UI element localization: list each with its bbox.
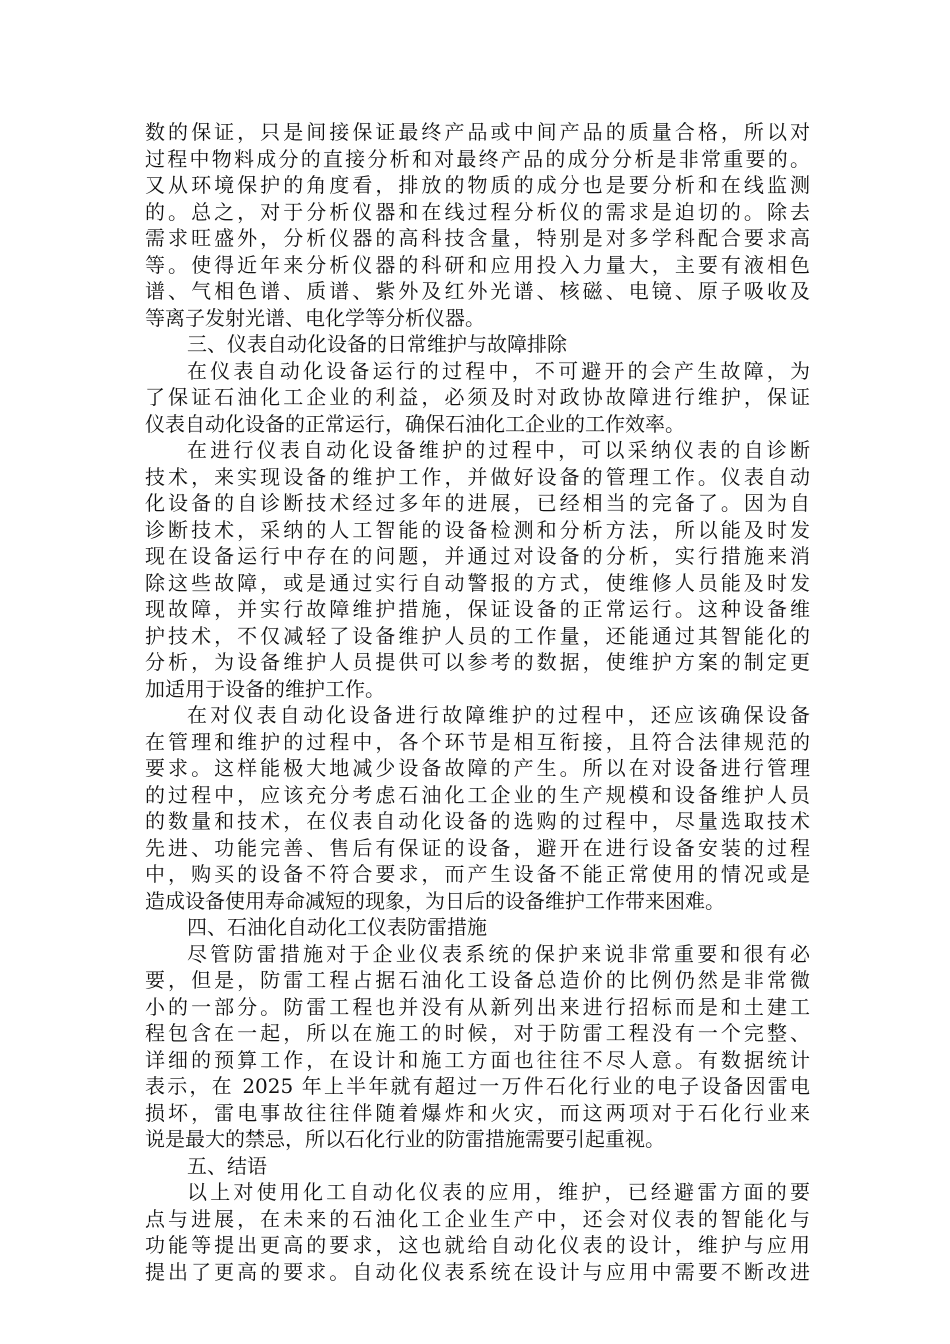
text-line: 程包含在一起，所以在施工的时候，对于防雷工程没有一个完整、 [145, 1021, 810, 1045]
section-heading-5: 五、结语 [187, 1153, 267, 1178]
section-heading-3: 三、仪表自动化设备的日常维护与故障排除 [187, 332, 567, 356]
section-heading-4: 四、石油化自动化工仪表防雷措施 [187, 915, 487, 939]
text-line: 损坏，雷电事故往往伴随着爆炸和火灾，而这两项对于石化行业来 [145, 1100, 810, 1125]
paragraph-3-2 [145, 437, 810, 702]
text-line: 在仪表自动化设备运行的过程中，不可避开的会产生故障，为 [187, 358, 810, 383]
text-line: 造成设备使用寿命减短的现象，为日后的设备维护工作带来困难。 [145, 888, 725, 913]
text-line: 护技术，不仅减轻了设备维护人员的工作量，还能通过其智能化的 [145, 623, 810, 648]
text-line: 了保证石油化工企业的利益，必须及时对政协故障进行维护，保证 [145, 385, 810, 409]
text-line: 表示，在 2025 年上半年就有超过一万件石化行业的电子设备因雷电 [145, 1074, 810, 1098]
text-line: 仪表自动化设备的正常运行，确保石油化工企业的工作效率。 [145, 411, 685, 436]
paragraph-3-3 [145, 702, 810, 914]
text-line: 要，但是，防雷工程占据石油化工设备总造价的比例仍然是非常微 [145, 968, 810, 992]
paragraph-5-1 [145, 1179, 810, 1285]
text-line: 尽管防雷措施对于企业仪表系统的保护来说非常重要和很有必 [187, 941, 810, 966]
text-line: 的数量和技术，在仪表自动化设备的选购的过程中，尽量选取技术 [145, 809, 810, 833]
text-line: 中，购买的设备不符合要求，而产生设备不能正常使用的情况或是 [145, 862, 810, 886]
text-line: 点与进展，在未来的石油化工企业生产中，还会对仪表的智能化与 [145, 1206, 810, 1231]
text-line: 分析，为设备维护人员提供可以参考的数据，使维护方案的制定更 [145, 650, 810, 674]
text-line: 加适用于设备的维护工作。 [145, 676, 385, 701]
text-line: 在对仪表自动化设备进行故障维护的过程中，还应该确保设备 [187, 703, 810, 727]
text-line: 要求。这样能极大地减少设备故障的产生。所以在对设备进行管理 [145, 756, 810, 780]
document-page [145, 119, 810, 1285]
text-line: 以上对使用化工自动化仪表的应用，维护，已经避雷方面的要 [187, 1180, 810, 1204]
text-line: 在进行仪表自动化设备维护的过程中，可以采纳仪表的自诊断 [187, 438, 810, 462]
text-line: 现故障，并实行故障维护措施，保证设备的正常运行。这种设备维 [145, 597, 810, 621]
text-line: 诊断技术，采纳的人工智能的设备检测和分析方法，所以能及时发 [145, 517, 810, 542]
text-line: 技术，来实现设备的维护工作，并做好设备的管理工作。仪表自动 [145, 464, 810, 489]
text-line: 说是最大的禁忌，所以石化行业的防雷措施需要引起重视。 [145, 1127, 665, 1151]
text-line: 先进、功能完善、售后有保证的设备，避开在进行设备安装的过程 [145, 835, 810, 860]
text-line: 功能等提出更高的要求，这也就给自动化仪表的设计，维护与应用 [145, 1233, 810, 1257]
text-line: 提出了更高的要求。自动化仪表系统在设计与应用中需要不断改进 [145, 1259, 810, 1284]
text-line: 详细的预算工作，在设计和施工方面也往往不尽人意。有数据统计 [145, 1047, 810, 1072]
text-line: 的过程中，应该充分考虑石油化工企业的生产规模和设备维护人员 [145, 782, 810, 807]
text-line: 化设备的自诊断技术经过多年的进展，已经相当的完备了。因为自 [145, 491, 810, 515]
text-line: 在管理和维护的过程中，各个环节是相互衔接，且符合法律规范的 [145, 729, 810, 754]
text-line: 小的一部分。防雷工程也并没有从新列出来进行招标而是和土建工 [145, 994, 810, 1019]
paragraph-continued [145, 119, 810, 331]
text-line: 过程中物料成分的直接分析和对最终产品的成分分析是非常重要的。 [145, 146, 810, 171]
paragraph-3-1 [145, 358, 810, 438]
text-line: 数的保证，只是间接保证最终产品或中间产品的质量合格，所以对 [145, 120, 810, 144]
text-line: 等离子发射光谱、电化学等分析仪器。 [145, 305, 485, 330]
text-line: 的。总之，对于分析仪器和在线过程分析仪的需求是迫切的。除去 [145, 199, 810, 224]
text-line: 谱、气相色谱、质谱、紫外及红外光谱、核磁、电镜、原子吸收及 [145, 279, 810, 303]
text-line: 除这些故障，或是通过实行自动警报的方式，使维修人员能及时发 [145, 570, 810, 595]
paragraph-4-1 [145, 941, 810, 1153]
text-line: 需求旺盛外，分析仪器的高科技含量，特别是对多学科配合要求高 [145, 226, 810, 250]
text-line: 等。使得近年来分析仪器的科研和应用投入力量大，主要有液相色 [145, 252, 810, 277]
text-line: 又从环境保护的角度看，排放的物质的成分也是要分析和在线监测 [145, 173, 810, 197]
text-line: 现在设备运行中存在的问题，并通过对设备的分析，实行措施来消 [145, 544, 810, 568]
